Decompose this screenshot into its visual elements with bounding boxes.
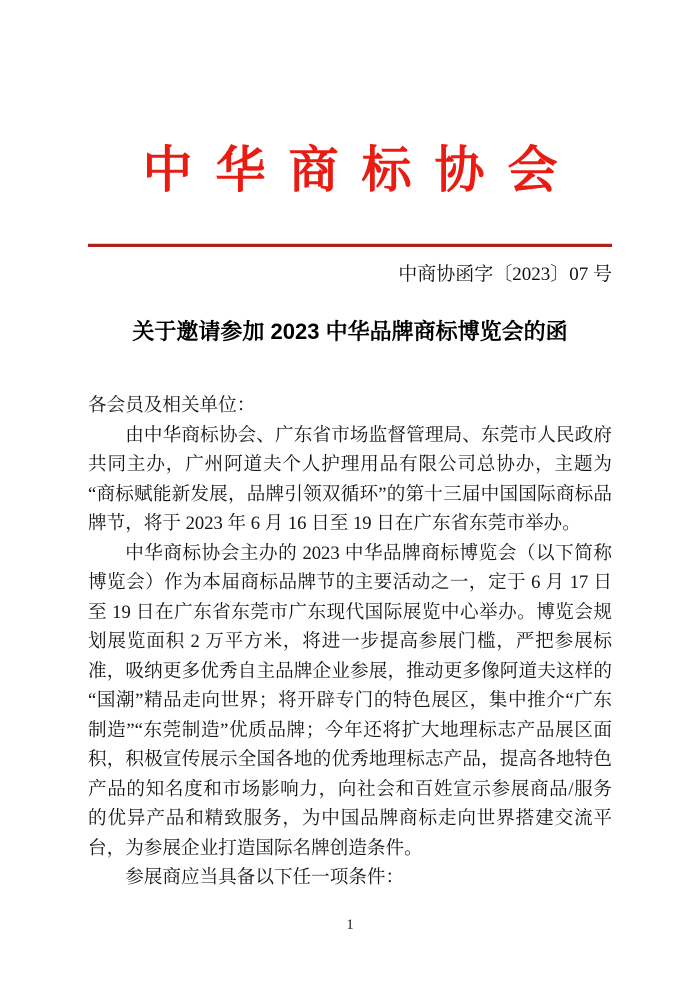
document-number: 中商协函字〔2023〕07 号 [398, 264, 612, 285]
document-body [88, 391, 612, 893]
body-paragraph: 由中华商标协会、广东省市场监督管理局、东莞市人民政府共同主办，广州阿道夫个人护理用品有限公司总协办，主题为“商标赋能新发展，品牌引领双循环”的第十三届中国国际商标品牌节，将于 2023 年 6 月 16 日至 19 日在广东省东莞市举办。 [88, 424, 612, 534]
letterhead-title: 中华商标协会 [142, 142, 581, 198]
body-paragraph: 中华商标协会主办的 2023 中华品牌商标博览会（以下简称博览会）作为本届商标品牌节的主要活动之一，定于 6 月 17 日至 19 日在广东省东莞市广东现代国际展览中心举办。博览会规划展览面积 2 万平方米，将进一步提高参展门槛，严把参展标准，吸纳更多优秀自主品牌企业参展，推动更多像阿道夫这样的“国潮”精品走向世界；将开辟专门的特色展区，集中推介“广东制造”“东莞制造”优质品牌；今年还将扩大地理标志产品展区面积，积极宣传展示全国各地的优秀地理标志产品，提高各地特色产品的知名度和市场影响力，向社会和百姓宣示参展商品/服务的优异产品和精致服务，为中国品牌商标走向世界搭建交流平台，为参展企业打造国际名牌创造条件。 [88, 542, 612, 859]
letterhead-red-rule [88, 243, 612, 247]
body-paragraph: 参展商应当具备以下任一项条件： [125, 867, 405, 888]
salutation: 各会员及相关单位： [88, 395, 256, 416]
page-number: 1 [346, 917, 354, 933]
document-title: 关于邀请参加 2023 中华品牌商标博览会的函 [132, 319, 568, 344]
